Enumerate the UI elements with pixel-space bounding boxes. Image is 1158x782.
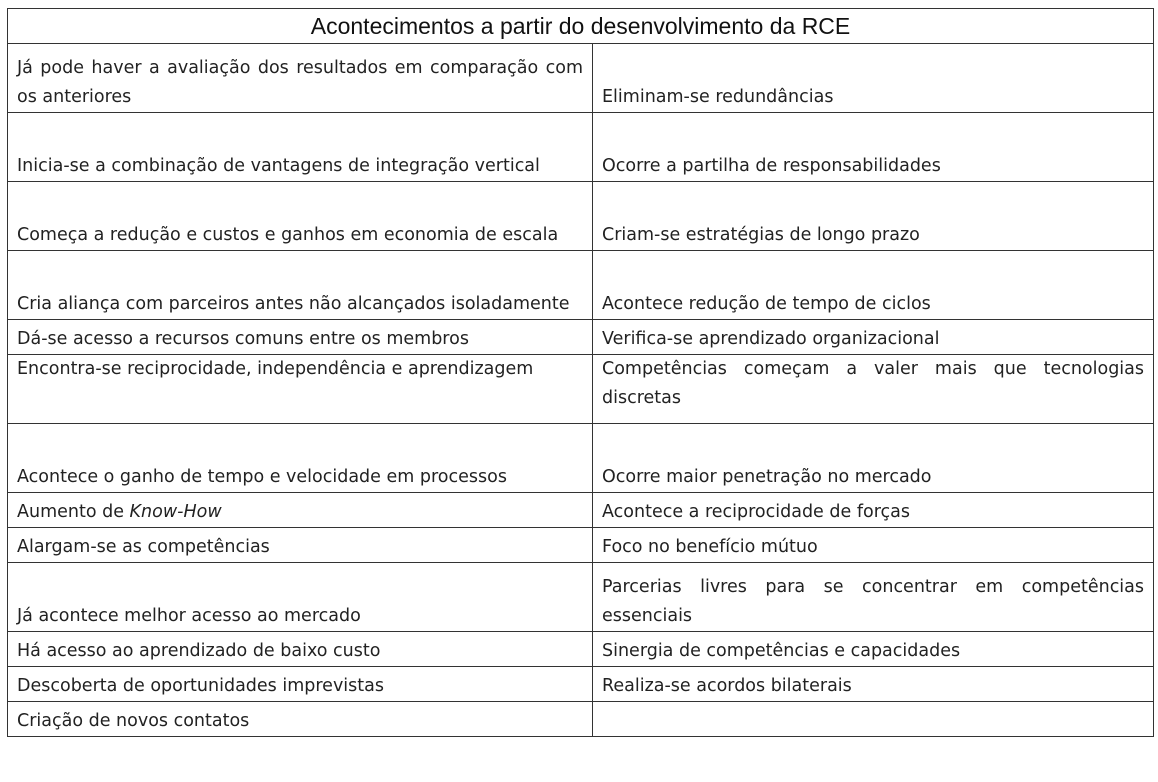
- table-row: [8, 632, 1154, 667]
- table-cell-left: [8, 493, 593, 528]
- table-cell-right: Realiza-se acordos bilaterais: [593, 667, 1154, 702]
- table-cell-left: Inicia-se a combinação de vantagens de integração vertical: [8, 113, 593, 182]
- table-cell-left: Dá-se acesso a recursos comuns entre os membros: [8, 320, 593, 355]
- table-header-row: [8, 9, 1154, 44]
- know-how-term: Know-How: [129, 502, 222, 522]
- table-cell-left: Descoberta de oportunidades imprevistas: [8, 667, 593, 702]
- table-title: Acontecimentos a partir do desenvolvimento da RCE: [8, 9, 1154, 44]
- table-cell-left: Já pode haver a avaliação dos resultados em comparação com os anteriores: [8, 44, 593, 113]
- table-row: [8, 424, 1154, 493]
- table-cell-left: Encontra-se reciprocidade, independência e aprendizagem: [8, 355, 593, 424]
- events-table-container: [7, 8, 1153, 737]
- table-cell-left: Acontece o ganho de tempo e velocidade em processos: [8, 424, 593, 493]
- table-cell-right: Criam-se estratégias de longo prazo: [593, 182, 1154, 251]
- table-cell-right: Acontece redução de tempo de ciclos: [593, 251, 1154, 320]
- table-cell-right: [593, 702, 1154, 737]
- table-row: [8, 320, 1154, 355]
- table-row: [8, 44, 1154, 113]
- table-cell-right: Sinergia de competências e capacidades: [593, 632, 1154, 667]
- table-row: [8, 355, 1154, 424]
- table-row: [8, 528, 1154, 563]
- table-cell-left: Cria aliança com parceiros antes não alcançados isoladamente: [8, 251, 593, 320]
- know-how-prefix: Aumento de: [17, 502, 130, 522]
- table-row: [8, 182, 1154, 251]
- table-cell-left: Já acontece melhor acesso ao mercado: [8, 563, 593, 632]
- table-cell-left: Criação de novos contatos: [8, 702, 593, 737]
- table-cell-right: Ocorre a partilha de responsabilidades: [593, 113, 1154, 182]
- table-row: [8, 113, 1154, 182]
- table-cell-right: Foco no benefício mútuo: [593, 528, 1154, 563]
- events-table: [7, 8, 1154, 737]
- table-cell-right: Acontece a reciprocidade de forças: [593, 493, 1154, 528]
- table-cell-right: Competências começam a valer mais que tecnologias discretas: [593, 355, 1154, 424]
- table-cell-left: Alargam-se as competências: [8, 528, 593, 563]
- table-cell-left: Há acesso ao aprendizado de baixo custo: [8, 632, 593, 667]
- table-cell-right: Verifica-se aprendizado organizacional: [593, 320, 1154, 355]
- table-row: [8, 251, 1154, 320]
- table-cell-left: Começa a redução e custos e ganhos em economia de escala: [8, 182, 593, 251]
- table-row: [8, 667, 1154, 702]
- table-row: [8, 493, 1154, 528]
- table-cell-right: Parcerias livres para se concentrar em competências essenciais: [593, 563, 1154, 632]
- table-cell-right: Ocorre maior penetração no mercado: [593, 424, 1154, 493]
- table-row: [8, 702, 1154, 737]
- table-cell-right: Eliminam-se redundâncias: [593, 44, 1154, 113]
- table-row: [8, 563, 1154, 632]
